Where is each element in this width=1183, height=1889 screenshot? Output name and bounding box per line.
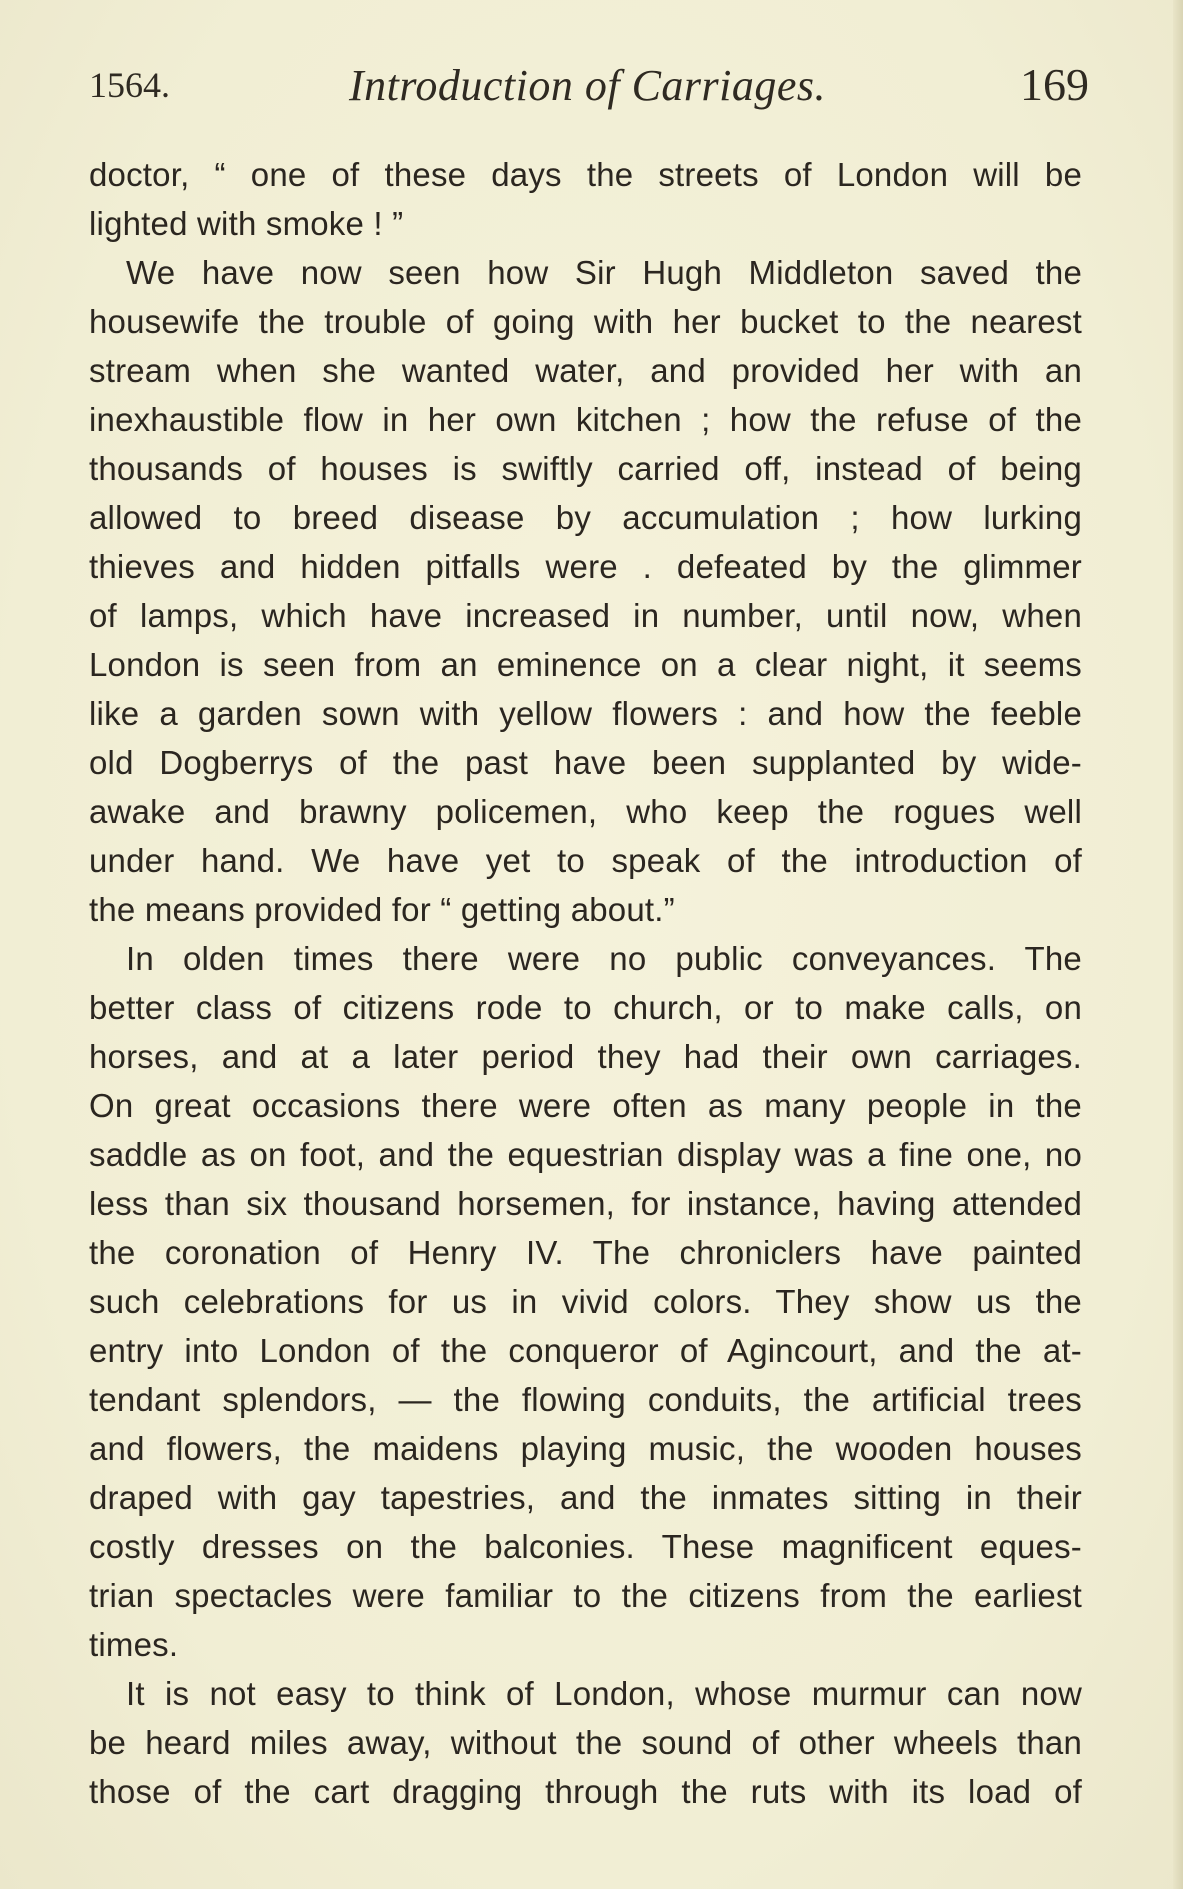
text-line: In olden times there were no public conveyances. The	[126, 940, 1082, 977]
body-text	[89, 150, 1082, 1816]
text-line: allowed to breed disease by accumulation ; how lurking	[89, 499, 1082, 536]
text-line: housewife the trouble of going with her bucket to the nearest	[89, 303, 1082, 340]
text-line: thieves and hidden pitfalls were . defeated by the glimmer	[89, 548, 1082, 585]
text-line: old Dogberrys of the past have been supplanted by wide-	[89, 744, 1082, 781]
text-line: horses, and at a later period they had their own carriages.	[89, 1038, 1082, 1075]
text-line: On great occasions there were often as many people in the	[89, 1087, 1082, 1124]
text-line: awake and brawny policemen, who keep the rogues well	[89, 793, 1082, 830]
text-line: costly dresses on the balconies. These magnificent eques-	[89, 1528, 1082, 1565]
text-line: It is not easy to think of London, whose murmur can now	[126, 1675, 1082, 1712]
text-line: draped with gay tapestries, and the inmates sitting in their	[89, 1479, 1082, 1516]
text-line: times.	[89, 1626, 179, 1663]
text-line: less than six thousand horsemen, for instance, having attended	[89, 1185, 1082, 1222]
text-line: tendant splendors, — the flowing conduits, the artificial trees	[89, 1381, 1082, 1418]
text-line: better class of citizens rode to church, or to make calls, on	[89, 989, 1082, 1026]
header-title: Introduction of Carriages.	[349, 61, 827, 110]
text-line: the means provided for “ getting about.”	[89, 891, 675, 928]
text-line: We have now seen how Sir Hugh Middleton saved the	[126, 254, 1082, 291]
text-line: London is seen from an eminence on a clear night, it seems	[89, 646, 1082, 683]
running-header	[89, 56, 1089, 116]
text-line: thousands of houses is swiftly carried off, instead of being	[89, 450, 1082, 487]
text-line: those of the cart dragging through the ruts with its load of	[89, 1773, 1082, 1810]
text-line: of lamps, which have increased in number, until now, when	[89, 597, 1082, 634]
page-number: 169	[1020, 59, 1089, 110]
text-line: the coronation of Henry IV. The chroniclers have painted	[89, 1234, 1082, 1271]
text-line: such celebrations for us in vivid colors. They show us the	[89, 1283, 1082, 1320]
text-line: be heard miles away, without the sound of other wheels than	[89, 1724, 1082, 1761]
text-line: and flowers, the maidens playing music, the wooden houses	[89, 1430, 1082, 1467]
page-edge	[1173, 0, 1183, 1889]
text-line: saddle as on foot, and the equestrian display was a fine one, no	[89, 1136, 1082, 1173]
header-year: 1564.	[89, 65, 170, 105]
text-line: under hand. We have yet to speak of the introduction of	[89, 842, 1082, 879]
text-line: trian spectacles were familiar to the citizens from the earliest	[89, 1577, 1082, 1614]
text-line: like a garden sown with yellow flowers : and how the feeble	[89, 695, 1082, 732]
text-line: doctor, “ one of these days the streets of London will be	[89, 156, 1082, 193]
text-line: stream when she wanted water, and provided her with an	[89, 352, 1082, 389]
text-line: entry into London of the conqueror of Agincourt, and the at-	[89, 1332, 1082, 1369]
text-line: lighted with smoke ! ”	[89, 205, 404, 242]
text-line: inexhaustible flow in her own kitchen ; how the refuse of the	[89, 401, 1082, 438]
